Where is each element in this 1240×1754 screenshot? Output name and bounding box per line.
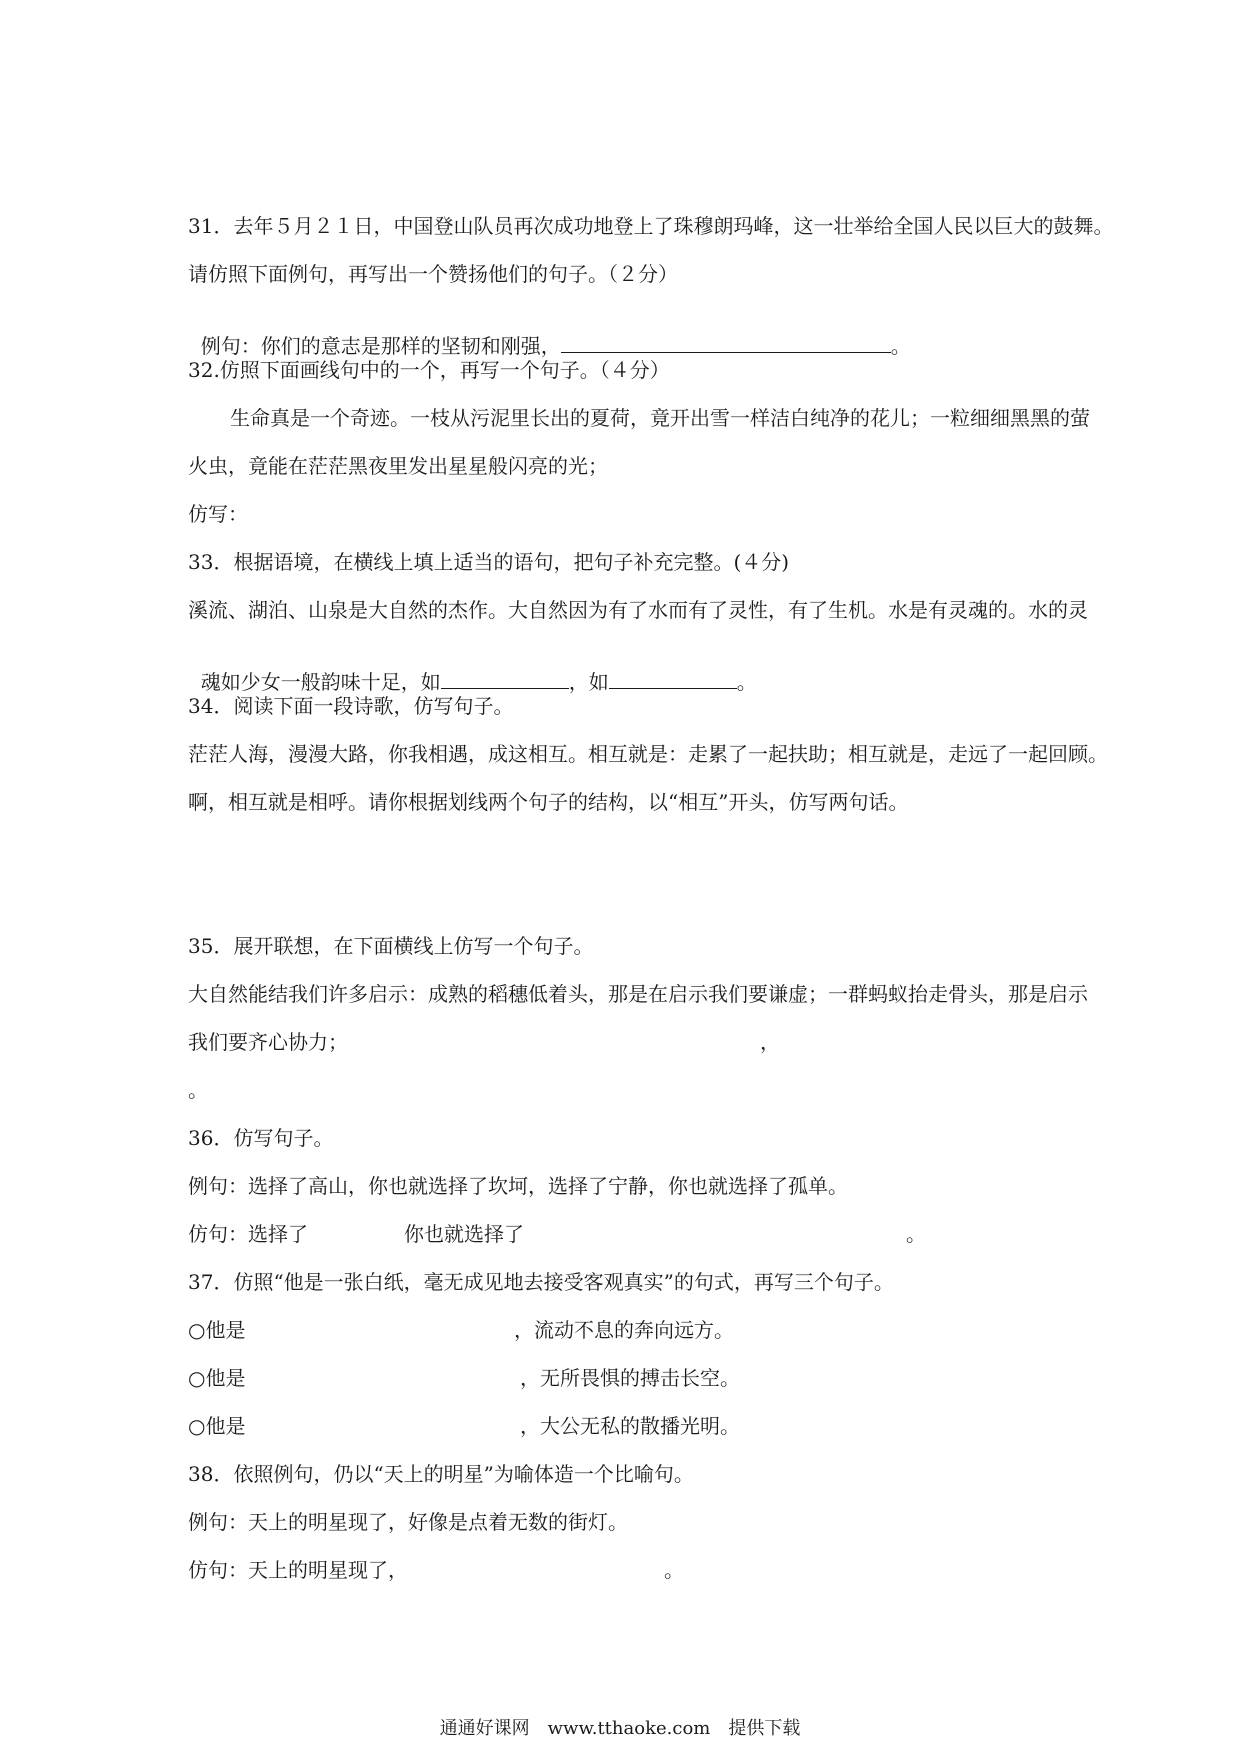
q33-line-2: 溪流、湖泊、山泉是大自然的杰作。大自然因为有了水而有了灵性，有了生机。水是有灵魂的。水的灵 <box>188 598 1088 622</box>
q36-answer-mid: 你也就选择了 <box>404 1222 524 1246</box>
q37-item-2-suffix: ，无所畏惧的搏击长空。 <box>520 1366 740 1390</box>
q33-line-3 <box>188 646 757 694</box>
q31-example <box>188 310 911 358</box>
q31-line-2: 请仿照下面例句，再写出一个赞扬他们的句子。（２分） <box>188 262 678 286</box>
q38-line-1: 38．依照例句，仍以“天上的明星”为喻体造一个比喻句。 <box>188 1462 694 1486</box>
q33-text-a: 魂如少女一般韵味十足，如 <box>200 670 441 694</box>
q32-answer-label: 仿写： <box>188 502 248 526</box>
q33-answer-blank-2[interactable] <box>609 670 737 689</box>
q33-answer-blank-1[interactable] <box>441 670 569 689</box>
q31-line-1: 31．去年５月２１日，中国登山队员再次成功地登上了珠穆朗玛峰，这一壮举给全国人民以巨大的鼓舞。 <box>188 214 1114 238</box>
q38-example: 例句：天上的明星现了，好像是点着无数的街灯。 <box>188 1510 628 1534</box>
q34-line-2: 茫茫人海，漫漫大路，你我相遇，成这相互。相互就是：走累了一起扶助；相互就是，走远了一起回顾。 <box>188 742 1108 766</box>
q37-item-1-prefix: ○他是 <box>188 1318 246 1342</box>
q37-item-3-suffix: ，大公无私的散播光明。 <box>520 1414 740 1438</box>
q37-item-3-prefix: ○他是 <box>188 1414 246 1438</box>
q34-line-1: 34．阅读下面一段诗歌，仿写句子。 <box>188 694 514 718</box>
q34-line-3: 啊，相互就是相呼。请你根据划线两个句子的结构，以“相互”开头，仿写两句话。 <box>188 790 909 814</box>
q35-line-4: 。 <box>188 1078 208 1102</box>
q38-answer-end: 。 <box>664 1558 684 1582</box>
q33-text-c: 。 <box>736 670 757 694</box>
page-footer: 通通好课网 www.tthaoke.com 提供下载 <box>439 1718 801 1739</box>
q36-answer-end: 。 <box>906 1222 926 1246</box>
q38-answer-prefix: 仿句：天上的明星现了， <box>188 1558 408 1582</box>
q32-line-1: 32.仿照下面画线句中的一个，再写一个句子。（４分） <box>188 358 670 382</box>
q37-item-1-suffix: ，流动不息的奔向远方。 <box>514 1318 734 1342</box>
q36-answer-prefix: 仿句：选择了 <box>188 1222 308 1246</box>
q35-line-2: 大自然能结我们许多启示：成熟的稻穗低着头，那是在启示我们要谦虚；一群蚂蚁抬走骨头，那是启示 <box>188 982 1088 1006</box>
q37-item-2-prefix: ○他是 <box>188 1366 246 1390</box>
q36-example: 例句：选择了高山，你也就选择了坎坷，选择了宁静，你也就选择了孤单。 <box>188 1174 848 1198</box>
q32-passage-1: 生命真是一个奇迹。一枝从污泥里长出的夏荷，竟开出雪一样洁白纯净的花儿；一粒细细黑黑的萤 <box>230 406 1090 430</box>
q31-example-text: 例句：你们的意志是那样的坚韧和刚强， <box>200 334 561 358</box>
q36-line-1: 36．仿写句子。 <box>188 1126 334 1150</box>
q31-answer-blank[interactable] <box>561 334 891 353</box>
q35-comma: ， <box>760 1030 780 1054</box>
q33-text-b: ，如 <box>568 670 609 694</box>
q32-passage-2: 火虫，竟能在茫茫黑夜里发出星星般闪亮的光； <box>188 454 608 478</box>
q35-line-3: 我们要齐心协力； <box>188 1030 348 1054</box>
q33-line-1: 33．根据语境，在横线上填上适当的语句，把句子补充完整。(４分) <box>188 550 790 574</box>
q31-example-end: 。 <box>890 334 911 358</box>
q35-line-1: 35．展开联想，在下面横线上仿写一个句子。 <box>188 934 594 958</box>
q37-line-1: 37．仿照“他是一张白纸，毫无成见地去接受客观真实”的句式，再写三个句子。 <box>188 1270 894 1294</box>
